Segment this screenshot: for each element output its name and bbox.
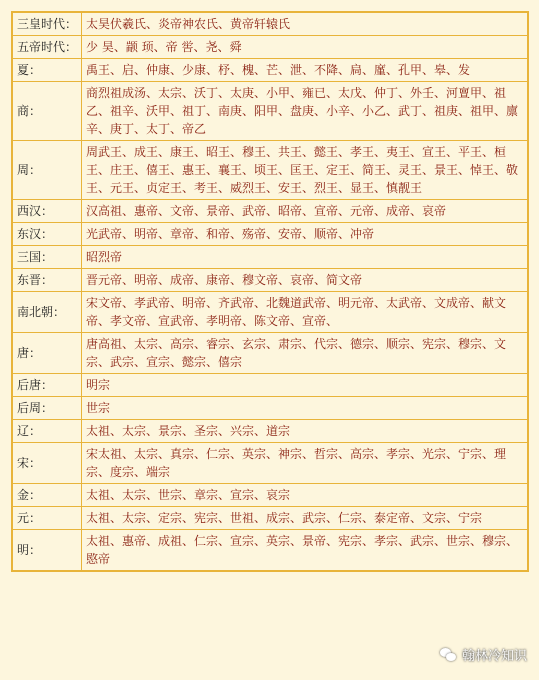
table-row: [13, 200, 528, 223]
table-row: [13, 269, 528, 292]
rulers-cell: 太昊伏羲氏、炎帝神农氏、黄帝轩辕氏: [82, 13, 528, 36]
rulers-cell: 禹王、启、仲康、少康、杼、槐、芒、泄、不降、扃、廑、孔甲、皋、发: [82, 59, 528, 82]
era-cell: 元：: [13, 507, 82, 530]
table-row: [13, 530, 528, 571]
era-cell: 五帝时代：: [13, 36, 82, 59]
era-cell: 西汉：: [13, 200, 82, 223]
era-cell: 后唐：: [13, 374, 82, 397]
table-row: [13, 484, 528, 507]
rulers-cell: 昭烈帝: [82, 246, 528, 269]
era-cell: 东晋：: [13, 269, 82, 292]
era-cell: 金：: [13, 484, 82, 507]
rulers-cell: 周武王、成王、康王、昭王、穆王、共王、懿王、孝王、夷王、宣王、平王、桓王、庄王、僖王、惠王、襄王、顷王、匡王、定王、简王、灵王、景王、悼王、敬王、元王、贞定王、考王、威烈王、安王、烈王、显王、慎靓王: [82, 141, 528, 200]
table-row: [13, 507, 528, 530]
era-cell: 商：: [13, 82, 82, 141]
era-cell: 周：: [13, 141, 82, 200]
rulers-cell: 宋文帝、孝武帝、明帝、齐武帝、北魏道武帝、明元帝、太武帝、文成帝、献文帝、孝文帝、宣武帝、孝明帝、陈文帝、宣帝、: [82, 292, 528, 333]
rulers-cell: 明宗: [82, 374, 528, 397]
era-cell: 东汉：: [13, 223, 82, 246]
era-cell: 后周：: [13, 397, 82, 420]
table-row: [13, 36, 528, 59]
dynasty-table: [12, 12, 528, 571]
table-row: [13, 292, 528, 333]
rulers-cell: 太祖、太宗、世宗、章宗、宣宗、哀宗: [82, 484, 528, 507]
table-row: [13, 333, 528, 374]
table-row: [13, 374, 528, 397]
rulers-cell: 太祖、太宗、定宗、宪宗、世祖、成宗、武宗、仁宗、泰定帝、文宗、宁宗: [82, 507, 528, 530]
table-row: [13, 443, 528, 484]
table-row: [13, 59, 528, 82]
rulers-cell: 世宗: [82, 397, 528, 420]
rulers-cell: 光武帝、明帝、章帝、和帝、殇帝、安帝、顺帝、冲帝: [82, 223, 528, 246]
wechat-watermark: [440, 645, 527, 664]
table-row: [13, 13, 528, 36]
era-cell: 南北朝：: [13, 292, 82, 333]
rulers-cell: 汉高祖、惠帝、文帝、景帝、武帝、昭帝、宣帝、元帝、成帝、哀帝: [82, 200, 528, 223]
table-row: [13, 397, 528, 420]
dynasty-table-body: [13, 13, 528, 571]
era-cell: 辽：: [13, 420, 82, 443]
rulers-cell: 唐高祖、太宗、高宗、睿宗、玄宗、肃宗、代宗、德宗、顺宗、宪宗、穆宗、文宗、武宗、宣宗、懿宗、僖宗: [82, 333, 528, 374]
era-cell: 三皇时代：: [13, 13, 82, 36]
rulers-cell: 太祖、惠帝、成祖、仁宗、宣宗、英宗、景帝、宪宗、孝宗、武宗、世宗、穆宗、愍帝: [82, 530, 528, 571]
era-cell: 唐：: [13, 333, 82, 374]
era-cell: 夏：: [13, 59, 82, 82]
era-cell: 明：: [13, 530, 82, 571]
table-row: [13, 420, 528, 443]
era-cell: 宋：: [13, 443, 82, 484]
rulers-cell: 太祖、太宗、景宗、圣宗、兴宗、道宗: [82, 420, 528, 443]
table-row: [13, 82, 528, 141]
table-row: [13, 223, 528, 246]
watermark-text: 翰林冷知识: [461, 649, 527, 664]
rulers-cell: 宋太祖、太宗、真宗、仁宗、英宗、神宗、哲宗、高宗、孝宗、光宗、宁宗、理宗、度宗、端宗: [82, 443, 528, 484]
rulers-cell: 晋元帝、明帝、成帝、康帝、穆文帝、哀帝、简文帝: [82, 269, 528, 292]
rulers-cell: 少 昊、颛 顼、帝 喾、尧、舜: [82, 36, 528, 59]
dynasty-table-frame: [11, 11, 529, 572]
era-cell: 三国：: [13, 246, 82, 269]
wechat-icon: [440, 647, 458, 663]
table-row: [13, 246, 528, 269]
rulers-cell: 商烈祖成汤、太宗、沃丁、太庚、小甲、雍已、太戊、仲丁、外壬、河亶甲、祖乙、祖辛、沃甲、祖丁、南庚、阳甲、盘庚、小辛、小乙、武丁、祖庚、祖甲、廪辛、庚丁、太丁、帝乙: [82, 82, 528, 141]
table-row: [13, 141, 528, 200]
